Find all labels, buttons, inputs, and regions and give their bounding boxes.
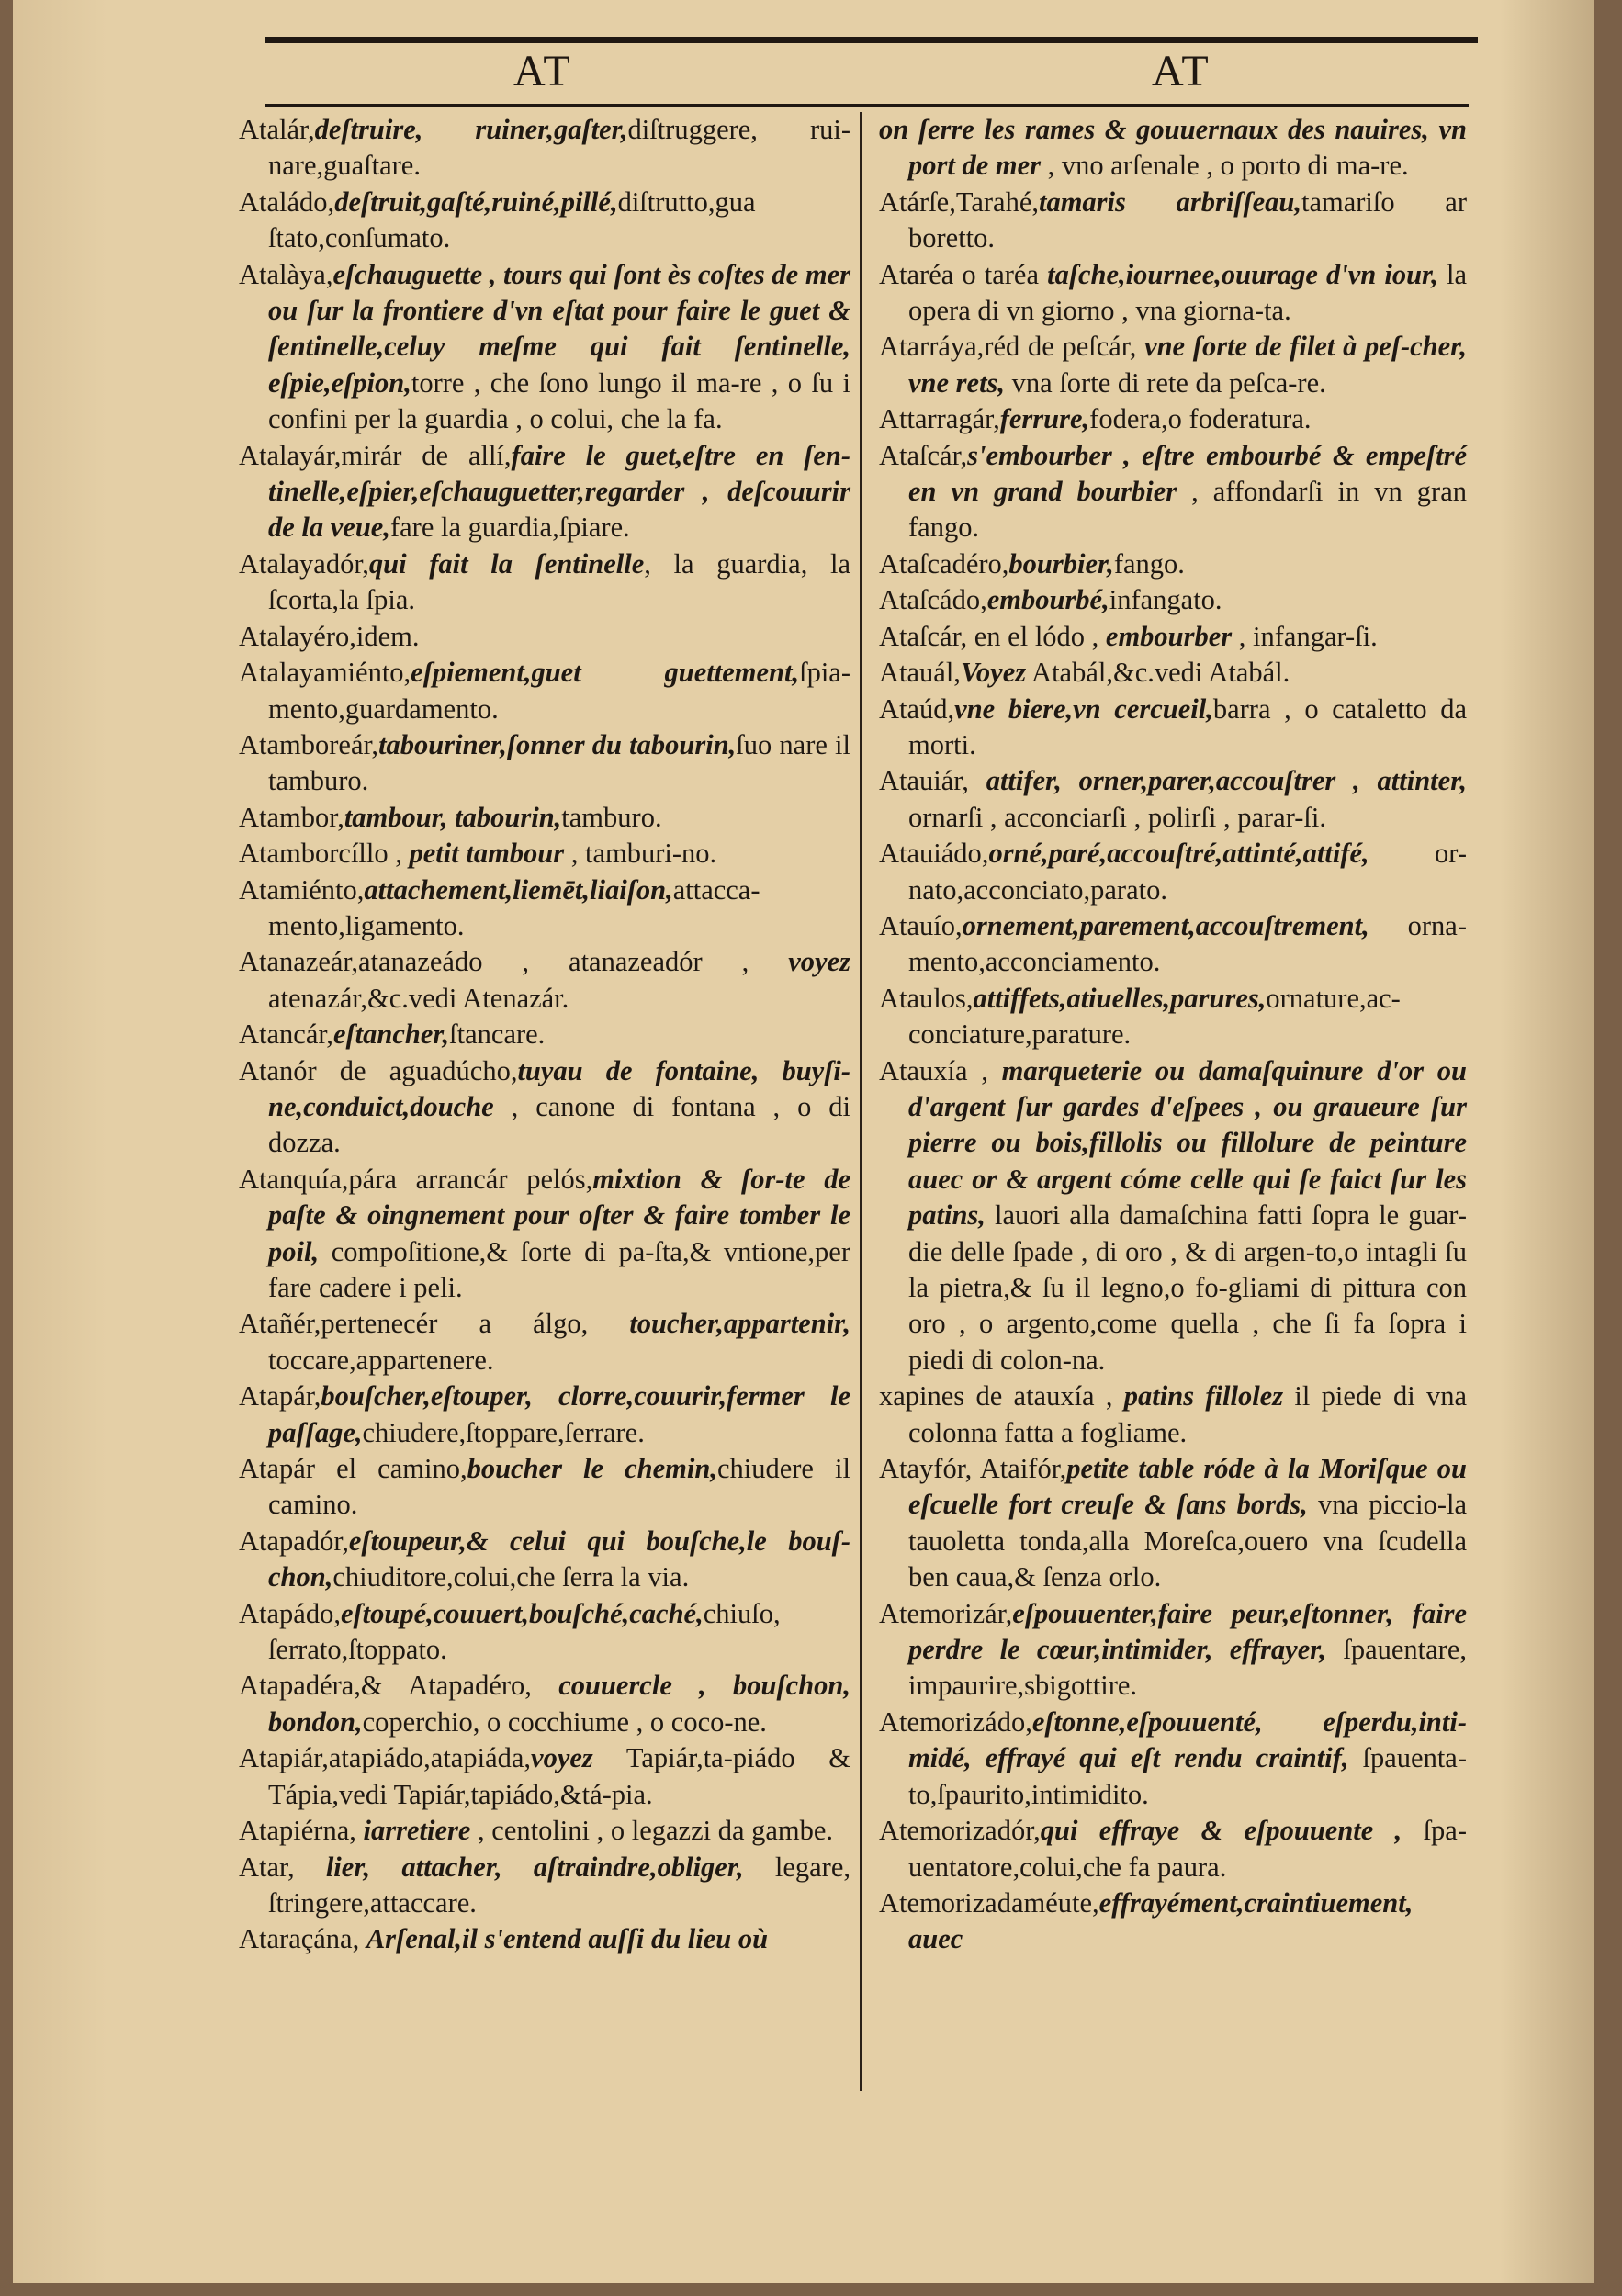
entry-headword: Atayfór, Ataifór, bbox=[879, 1453, 1067, 1485]
entry-headword: Atalayamiénto, bbox=[239, 657, 411, 689]
entry-italian: , vno arſenale , o porto di ma-re. bbox=[1041, 150, 1409, 182]
entry-headword: Ataſcár, bbox=[879, 439, 968, 471]
entry-italian: ſtancare. bbox=[449, 1019, 546, 1051]
entry-italian: , affondarſi in vn gran fango. bbox=[908, 476, 1467, 544]
entry-french: deſtruit,gaſté,ruiné,pillé, bbox=[334, 186, 618, 218]
dictionary-entry bbox=[879, 329, 1467, 401]
entry-french: s'embourber , eſtre embourbé & empeſtré en vn grand bourbier bbox=[908, 439, 1467, 508]
entry-italian: , tamburi-no. bbox=[564, 838, 717, 870]
entry-headword: Attarragár, bbox=[879, 403, 1000, 435]
entry-italian: , infangar-ſi. bbox=[1232, 620, 1378, 652]
entry-headword: Ataraçána, bbox=[239, 1923, 366, 1955]
entry-italian: tamburo. bbox=[561, 801, 662, 833]
entry-italian: torre , che ſono lungo il ma-re , o ſu i confini per la guardia , o colui, che la fa. bbox=[268, 366, 850, 435]
entry-italian: toccare,appartenere. bbox=[268, 1344, 494, 1376]
entry-italian: diſtruggere, rui-nare,guaſtare. bbox=[268, 114, 850, 182]
entry-italian: fodera,o foderatura. bbox=[1089, 403, 1312, 435]
entry-italian: orna-mento,acconciamento. bbox=[908, 909, 1467, 978]
entry-headword: Atapiérna, bbox=[239, 1815, 364, 1847]
dictionary-entry bbox=[239, 1053, 850, 1162]
entry-headword: Ataulos, bbox=[879, 982, 974, 1014]
entry-headword: Ataſcár, en el lódo , bbox=[879, 620, 1106, 652]
entry-italian: or-nato,acconciato,parato. bbox=[908, 838, 1467, 906]
entry-headword: Atalàya, bbox=[239, 258, 333, 290]
entry-headword: Atapádo, bbox=[239, 1597, 341, 1629]
entry-headword: Atauxía , bbox=[879, 1054, 1002, 1086]
dictionary-entry bbox=[879, 401, 1467, 437]
entry-french: eſchauguette , tours qui ſont ès coſtes de mer ou ſur la frontiere d'vn eſtat pour faire le guet & ſentinelle,celuy meſme qui fait ſentinelle, eſpie,eſpion, bbox=[268, 258, 850, 399]
entry-headword: Atamiénto, bbox=[239, 873, 365, 906]
entry-french: qui fait la ſentinelle bbox=[368, 547, 645, 580]
entry-headword: Atambor, bbox=[239, 801, 344, 833]
entry-headword: Atalayár,mirár de allí, bbox=[239, 439, 512, 471]
entry-headword: xapines de atauxía , bbox=[879, 1380, 1124, 1412]
dictionary-entry bbox=[879, 438, 1467, 546]
dictionary-entry bbox=[239, 619, 850, 655]
entry-french: lier, attacher, aſtraindre,obliger, bbox=[325, 1851, 744, 1883]
entry-italian: coperchio, o cocchiume , o coco-ne. bbox=[362, 1705, 767, 1738]
dictionary-entry bbox=[879, 546, 1467, 582]
dictionary-entry bbox=[239, 1668, 850, 1740]
dictionary-entry bbox=[239, 185, 850, 257]
dictionary-entry bbox=[239, 1524, 850, 1596]
entry-italian: fare la guardia,ſpiare. bbox=[389, 512, 630, 544]
dictionary-entry bbox=[239, 836, 850, 872]
entry-french: qui effraye & eſpouuente , bbox=[1040, 1815, 1402, 1847]
entry-french: attachement,liemēt,liaiſon, bbox=[364, 873, 673, 906]
entry-headword: Atauiár, bbox=[879, 765, 986, 797]
left-column bbox=[239, 112, 850, 1958]
entry-italian: legare, ſtringere,attaccare. bbox=[268, 1851, 850, 1919]
entry-headword: Atañér,pertenecér a álgo, bbox=[239, 1308, 630, 1340]
entry-headword: Atemorizadór, bbox=[879, 1815, 1041, 1847]
dictionary-entry bbox=[879, 655, 1467, 691]
dictionary-entry bbox=[239, 1306, 850, 1379]
entry-italian: compoſitione,& ſorte di pa-ſta,& vntione,per fare cadere i peli. bbox=[268, 1235, 850, 1303]
dictionary-entry bbox=[239, 1813, 850, 1849]
entry-french: patins fillolez bbox=[1123, 1380, 1284, 1412]
entry-french: eſpiement,guet guettement, bbox=[411, 657, 800, 689]
entry-headword: Atemorizadaméute, bbox=[879, 1886, 1099, 1919]
entry-french: eſtancher, bbox=[332, 1019, 450, 1051]
entry-headword: Atemorizádo, bbox=[879, 1705, 1032, 1738]
entry-french: bouſcher,eſtouper, clorre,couurir,fermer le paſſage, bbox=[268, 1380, 850, 1448]
entry-headword: Ataſcadéro, bbox=[879, 547, 1009, 580]
entry-headword: Atancár, bbox=[239, 1019, 333, 1051]
entry-italian: attacca-mento,ligamento. bbox=[268, 873, 760, 941]
dictionary-entry bbox=[239, 655, 850, 727]
entry-french: boucher le chemin, bbox=[467, 1453, 717, 1485]
dictionary-entry bbox=[879, 692, 1467, 764]
entry-french: tamaris arbriſſeau, bbox=[1038, 186, 1301, 218]
entry-french: effrayément,craintiuement, auec bbox=[908, 1886, 1414, 1955]
dictionary-entry bbox=[879, 908, 1467, 981]
dictionary-entry bbox=[879, 836, 1467, 908]
entry-french: tabouriner,ſonner du tabourin, bbox=[378, 728, 737, 760]
dictionary-entry bbox=[239, 1017, 850, 1052]
entry-french: vne ſorte de filet à peſ-cher, vne rets, bbox=[908, 331, 1467, 399]
entry-italian: ſpia-mento,guardamento. bbox=[268, 657, 850, 725]
entry-italian: ſuo nare il tamburo. bbox=[268, 728, 850, 797]
entry-italian: vna piccio-la tauoletta tonda,alla Moreſca,ouero vna ſcudella ben caua,& ſenza orlo. bbox=[908, 1489, 1467, 1593]
entry-french: eſtonne,eſpouuenté, eſperdu,inti-midé, effrayé qui eſt rendu craintif, bbox=[908, 1705, 1467, 1774]
entry-italian: Atabál,&c.vedi Atabál. bbox=[1026, 657, 1290, 689]
entry-italian: barra , o cataletto da morti. bbox=[908, 692, 1467, 760]
entry-headword: Atar, bbox=[239, 1851, 326, 1883]
entry-headword: Atamborcíllo , bbox=[239, 838, 410, 870]
dictionary-entry bbox=[239, 1596, 850, 1669]
dictionary-page bbox=[13, 0, 1594, 2283]
dictionary-entry bbox=[879, 185, 1467, 257]
entry-french: voyez bbox=[531, 1742, 593, 1774]
entry-italian: lauori alla damaſchina fatti ſopra le guar-die delle ſpade , di oro , & di argen-to,o intagli ſu la pietra,& ſu il legno,o fo-gliami di pittura con oro , o argento,come quella , che ſi fa ſopra i piedi di colon-na. bbox=[908, 1199, 1467, 1376]
dictionary-entry bbox=[879, 981, 1467, 1053]
entry-headword: Atapár, bbox=[239, 1380, 321, 1412]
entry-french: ferrure, bbox=[999, 403, 1090, 435]
header-rule bbox=[265, 104, 1469, 107]
entry-headword: Atanazeár,atanazeádo , atanazeadór , bbox=[239, 946, 789, 978]
entry-french: orné,paré,accouſtré,attinté,attifé, bbox=[988, 838, 1369, 870]
dictionary-entry bbox=[879, 582, 1467, 618]
dictionary-entry bbox=[879, 1705, 1467, 1813]
entry-french: petite table róde à la Moriſque ou eſcuelle fort creuſe & ſans bords, bbox=[908, 1453, 1467, 1521]
entry-headword: Atanór de aguadúcho, bbox=[239, 1054, 518, 1086]
entry-french: toucher,appartenir, bbox=[629, 1308, 850, 1340]
entry-italian: , centolini , o legazzi da gambe. bbox=[470, 1815, 834, 1847]
entry-headword: Atauío, bbox=[879, 909, 963, 941]
entry-headword: Atapadéra,& Atapadéro, bbox=[239, 1670, 559, 1702]
entry-headword: Atamboreár, bbox=[239, 728, 379, 760]
top-rule bbox=[265, 37, 1478, 43]
entry-french: voyez bbox=[788, 946, 850, 978]
entry-headword: Ataúd, bbox=[879, 692, 955, 725]
entry-french: taſche,iournee,ouurage d'vn iour, bbox=[1047, 258, 1438, 290]
entry-french: deſtruire, ruiner,gaſter, bbox=[314, 114, 628, 145]
column-divider bbox=[860, 112, 862, 2091]
dictionary-entry bbox=[879, 763, 1467, 836]
entry-french: marqueterie ou damaſquinure d'or ou d'argent ſur gardes d'eſpees , ou graueure ſur pierre ou bois,fillolis ou fillolure de peinture auec or & argent cóme celle qui ſe faict ſur les patins, bbox=[908, 1054, 1467, 1232]
entry-italian: tamariſo ar boretto. bbox=[908, 186, 1467, 254]
entry-italian: diſtrutto,gua ſtato,conſumato. bbox=[268, 186, 756, 254]
entry-french: petit tambour bbox=[409, 838, 565, 870]
dictionary-entry bbox=[239, 727, 850, 800]
dictionary-entry bbox=[239, 1451, 850, 1524]
dictionary-entry bbox=[239, 438, 850, 546]
entry-french: embourbé, bbox=[986, 584, 1109, 616]
entry-italian: chiuſo, ſerrato,ſtoppato. bbox=[268, 1597, 781, 1666]
running-head-left: AT bbox=[513, 47, 573, 96]
entry-italian: fango. bbox=[1113, 547, 1185, 580]
dictionary-entry bbox=[879, 1813, 1467, 1885]
entry-headword: Atauiádo, bbox=[879, 838, 989, 870]
dictionary-entry bbox=[239, 257, 850, 438]
dictionary-entry bbox=[239, 112, 850, 185]
entry-headword: Atapiár,atapiádo,atapiáda, bbox=[239, 1742, 532, 1774]
entry-italian: ſpa-uentatore,colui,che fa paura. bbox=[908, 1815, 1467, 1883]
dictionary-entry bbox=[879, 257, 1467, 330]
dictionary-entry bbox=[879, 1596, 1467, 1705]
dictionary-entry bbox=[239, 1921, 850, 1957]
entry-french: bourbier, bbox=[1008, 547, 1114, 580]
dictionary-entry bbox=[239, 1379, 850, 1451]
entry-french: eſtoupeur,& celui qui bouſche,le bouſ-chon, bbox=[268, 1525, 850, 1593]
dictionary-entry bbox=[239, 546, 850, 619]
dictionary-entry bbox=[239, 944, 850, 1017]
dictionary-entry bbox=[879, 1885, 1467, 1958]
entry-french: on ſerre les rames & gouuernaux des nauires, vn port de mer bbox=[879, 114, 1467, 182]
entry-french: Arſenal,il s'entend auſſi du lieu où bbox=[366, 1923, 769, 1955]
entry-french: tuyau de fontaine, buyſi-ne,conduict,douche bbox=[268, 1054, 850, 1122]
entry-italian: , la guardia, la ſcorta,la ſpia. bbox=[268, 547, 850, 616]
entry-french: couuercle , bouſchon, bondon, bbox=[268, 1670, 850, 1738]
entry-italian: chiudere il camino. bbox=[268, 1453, 850, 1521]
entry-headword: Atanquía,pára arrancár pelós, bbox=[239, 1163, 593, 1195]
entry-italian: atenazár,&c.vedi Atenazár. bbox=[268, 982, 569, 1014]
dictionary-entry bbox=[239, 872, 850, 945]
dictionary-entry bbox=[239, 800, 850, 836]
entry-italian: , canone di fontana , o di dozza. bbox=[268, 1090, 850, 1159]
dictionary-entry bbox=[879, 1451, 1467, 1596]
entry-headword: Atauál, bbox=[879, 657, 961, 689]
entry-headword: Atalayéro,idem. bbox=[239, 620, 420, 652]
entry-french: vne biere,vn cercueil, bbox=[954, 692, 1213, 725]
entry-french: attifer, orner,parer,accouſtrer , attinter, bbox=[986, 765, 1468, 797]
right-column bbox=[879, 112, 1467, 1958]
entry-french: eſpouuenter,faire peur,eſtonner, faire perdre le cœur,intimider, effrayer, bbox=[908, 1597, 1467, 1666]
dictionary-entry bbox=[879, 1053, 1467, 1379]
entry-french: eſtoupé,couuert,bouſché,caché, bbox=[340, 1597, 704, 1629]
dictionary-entry bbox=[879, 112, 1467, 185]
entry-french: ornement,parement,accouſtrement, bbox=[962, 909, 1369, 941]
dictionary-entry bbox=[239, 1740, 850, 1813]
entry-headword: Atalayadór, bbox=[239, 547, 369, 580]
entry-french: embourber bbox=[1105, 620, 1233, 652]
entry-french: tambour, tabourin, bbox=[344, 801, 562, 833]
entry-french: faire le guet,eſtre en ſen-tinelle,eſpier,eſchauguetter,regarder , deſcouurir de la veue, bbox=[268, 439, 850, 544]
entry-headword: Ataréa o taréa bbox=[879, 258, 1048, 290]
entry-headword: Atemorizár, bbox=[879, 1597, 1013, 1629]
entry-headword: Atapadór, bbox=[239, 1525, 349, 1557]
dictionary-entry bbox=[879, 1379, 1467, 1451]
entry-italian: vna ſorte di rete da peſca-re. bbox=[1005, 366, 1326, 399]
entry-headword: Atárſe,Tarahé, bbox=[879, 186, 1039, 218]
entry-french: Voyez bbox=[960, 657, 1027, 689]
entry-italian: chiuditore,colui,che ſerra la via. bbox=[332, 1561, 690, 1593]
entry-italian: chiudere,ſtoppare,ſerrare. bbox=[362, 1416, 645, 1448]
entry-french: iarretiere bbox=[363, 1815, 471, 1847]
entry-italian: ſpauenta-to,ſpaurito,intimidito. bbox=[908, 1742, 1467, 1810]
dictionary-entry bbox=[879, 619, 1467, 655]
entry-italian: ſpauentare, impaurire,sbigottire. bbox=[908, 1634, 1467, 1702]
entry-italian: infangato. bbox=[1109, 584, 1222, 616]
entry-italian: ornature,ac-conciature,parature. bbox=[908, 982, 1401, 1051]
entry-headword: Atalár, bbox=[239, 114, 315, 145]
dictionary-entry bbox=[239, 1162, 850, 1307]
entry-italian: la opera di vn giorno , vna giorna-ta. bbox=[908, 258, 1467, 327]
entry-italian: il piede di vna colonna fatta a fogliame. bbox=[908, 1380, 1467, 1448]
entry-headword: Atapár el camino, bbox=[239, 1453, 467, 1485]
entry-italian: Tapiár,ta-piádo & Tápia,vedi Tapiár,tapiádo,&tá-pia. bbox=[268, 1742, 850, 1810]
entry-italian: ornarſi , acconciarſi , polirſi , parar-ſi. bbox=[908, 801, 1326, 833]
dictionary-entry bbox=[239, 1850, 850, 1922]
entry-french: attiffets,atiuelles,parures, bbox=[973, 982, 1267, 1014]
running-head-right: AT bbox=[1152, 47, 1211, 96]
entry-headword: Atarráya,réd de peſcár, bbox=[879, 331, 1145, 363]
entry-french: mixtion & ſor-te de paſte & oingnement pour oſter & faire tomber le poil, bbox=[268, 1163, 850, 1267]
entry-headword: Ataſcádo, bbox=[879, 584, 987, 616]
entry-headword: Ataládo, bbox=[239, 186, 335, 218]
